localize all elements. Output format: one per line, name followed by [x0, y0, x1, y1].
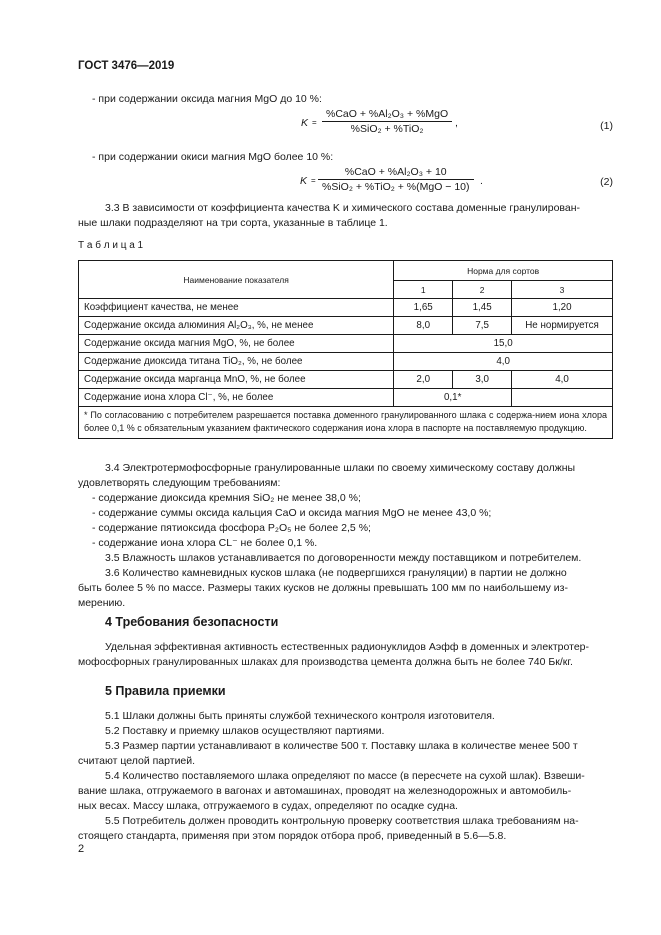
table-cell-name: Содержание иона хлора Cl⁻, %, не более [79, 389, 394, 407]
table-cell-value: 7,5 [453, 317, 512, 335]
table-row [79, 353, 613, 371]
table-1 [78, 260, 613, 439]
formula-2-approx: = [311, 176, 316, 185]
formula-1-fraction [322, 108, 452, 135]
table-header-row [79, 261, 613, 281]
p53-line2: считают целой партией. [78, 755, 196, 767]
table-grade-3: 3 [512, 281, 613, 299]
table-cell-value: 4,0 [394, 353, 613, 371]
table-cell-value: 4,0 [512, 371, 613, 389]
p52: 5.2 Поставку и приемку шлаков осуществляют партиями. [105, 725, 385, 737]
formula-1-number: (1) [600, 120, 613, 132]
p54-line3: ных весах. Массу шлака, отгружаемого в судах, определяют по осадке судна. [78, 800, 458, 812]
p54-line2: вание шлака, отгружаемого в вагонах и автомашинах, проводят на железнодорожных и автомобиль- [78, 785, 572, 797]
section-4-line1: Удельная эффективная активность естественных радионуклидов Aэфф в доменных и электротер- [105, 641, 589, 653]
table-cell-value: 15,0 [394, 335, 613, 353]
table-caption: Т а б л и ц а 1 [78, 240, 144, 251]
table-cell-value: 8,0 [394, 317, 453, 335]
table-col-norm: Норма для сортов [394, 261, 613, 281]
page-number: 2 [78, 843, 85, 855]
formula-1-numerator: %CaO + %Al₂O₃ + %MgO [322, 108, 452, 122]
p34-item: - содержание иона хлора CL⁻ не более 0,1 %. [92, 537, 318, 549]
p33-line2: ные шлаки подразделяют на три сорта, указанные в таблице 1. [78, 217, 388, 229]
p34-intro-line1: 3.4 Электротермофосфорные гранулированные шлаки по своему химическому составу должны [105, 462, 576, 474]
p33-line1: 3.3 В зависимости от коэффициента качества K и химического состава доменные гранулирован- [105, 202, 581, 214]
p34-intro-line2: удовлетворять следующим требованиям: [78, 477, 281, 489]
table-cell-value: 1,65 [394, 299, 453, 317]
table-cell-name: Содержание оксида алюминия Al₂O₃, %, не менее [79, 317, 394, 335]
formula-2-intro: - при содержании окиси магния MgO более 10 %: [92, 151, 334, 163]
formula-2-numerator: %CaO + %Al₂O₃ + 10 [318, 166, 474, 180]
formula-2-denominator: %SiO₂ + %TiO₂ + %(MgO − 10) [322, 181, 470, 193]
table-footnote: * По согласованию с потребителем разрешается поставка доменного гранулированного шлака с содержа-нием иона хлора более 0,1 % с обязательным указанием фактического содержания иона хлора в паспорте на поставляемую продукцию. [79, 407, 613, 439]
p51: 5.1 Шлаки должны быть приняты службой технического контроля изготовителя. [105, 710, 495, 722]
table-cell-name: Содержание оксида марганца MnO, %, не более [79, 371, 394, 389]
p34-item: - содержание пятиоксида фосфора P₂O₅ не более 2,5 %; [92, 522, 371, 534]
p55-line2: стоящего стандарта, применяя при этом порядок отбора проб, приведенный в 5.6—5.8. [78, 830, 507, 842]
section-4-title: 4 Требования безопасности [105, 615, 279, 629]
p35: 3.5 Влажность шлаков устанавливается по договоренности между поставщиком и потребителем. [105, 552, 582, 564]
table-cell-value: 1,20 [512, 299, 613, 317]
table-cell-value: Не нормируется [512, 317, 613, 335]
formula-1-approx: = [312, 118, 317, 127]
document-header: ГОСТ 3476—2019 [78, 60, 175, 72]
p36-line2: быть более 5 % по массе. Размеры таких кусков не должны превышать 100 мм по наибольшему из- [78, 582, 568, 594]
table-row [79, 317, 613, 335]
table-row [79, 371, 613, 389]
table-cell-value: 2,0 [394, 371, 453, 389]
p54-line1: 5.4 Количество поставляемого шлака определяют по массе (в пересчете на сухой шлак). Взвеши- [105, 770, 585, 782]
table-grade-1: 1 [394, 281, 453, 299]
formula-2-dot: . [480, 175, 483, 187]
table-cell-name: Содержание диоксида титана TiO₂, %, не более [79, 353, 394, 371]
table-cell-value: 1,45 [453, 299, 512, 317]
p36-line1: 3.6 Количество камневидных кусков шлака (не подвергшихся грануляции) в партии не должно [105, 567, 567, 579]
p36-line3: мерению. [78, 597, 126, 609]
formula-2-fraction [318, 166, 474, 193]
table-cell-name: Коэффициент качества, не менее [79, 299, 394, 317]
p55-line1: 5.5 Потребитель должен проводить контрольную проверку соответствия шлака требованиям на- [105, 815, 579, 827]
p34-item: - содержание суммы оксида кальция CaO и оксида магния MgO не менее 43,0 %; [92, 507, 492, 519]
table-row [79, 335, 613, 353]
table-cell-value: 3,0 [453, 371, 512, 389]
formula-2-k: K [300, 175, 308, 187]
formula-1-denominator: %SiO₂ + %TiO₂ [350, 123, 424, 135]
table-cell-value: 0,1* [394, 389, 512, 407]
formula-1-k: K [301, 117, 309, 129]
formula-1-dot: , [455, 117, 458, 129]
table-col-name: Наименование показателя [79, 261, 394, 299]
p53-line1: 5.3 Размер партии устанавливают в количестве 500 т. Поставку шлака в количестве менее 500 т [105, 740, 578, 752]
table-row [79, 299, 613, 317]
table-row [79, 389, 613, 407]
p34-item: - содержание диоксида кремния SiO₂ не менее 38,0 %; [92, 492, 361, 504]
section-5-title: 5 Правила приемки [105, 684, 226, 698]
table-grade-2: 2 [453, 281, 512, 299]
table-cell-empty [512, 389, 613, 407]
table-note-row [79, 407, 613, 439]
formula-1-intro: - при содержании оксида магния MgO до 10 %: [92, 93, 322, 105]
formula-2-number: (2) [600, 176, 613, 188]
table-cell-name: Содержание оксида магния MgO, %, не более [79, 335, 394, 353]
section-4-line2: мофосфорных гранулированных шлаках для производства цемента должна быть не более 740 Бк/кг. [78, 656, 573, 668]
